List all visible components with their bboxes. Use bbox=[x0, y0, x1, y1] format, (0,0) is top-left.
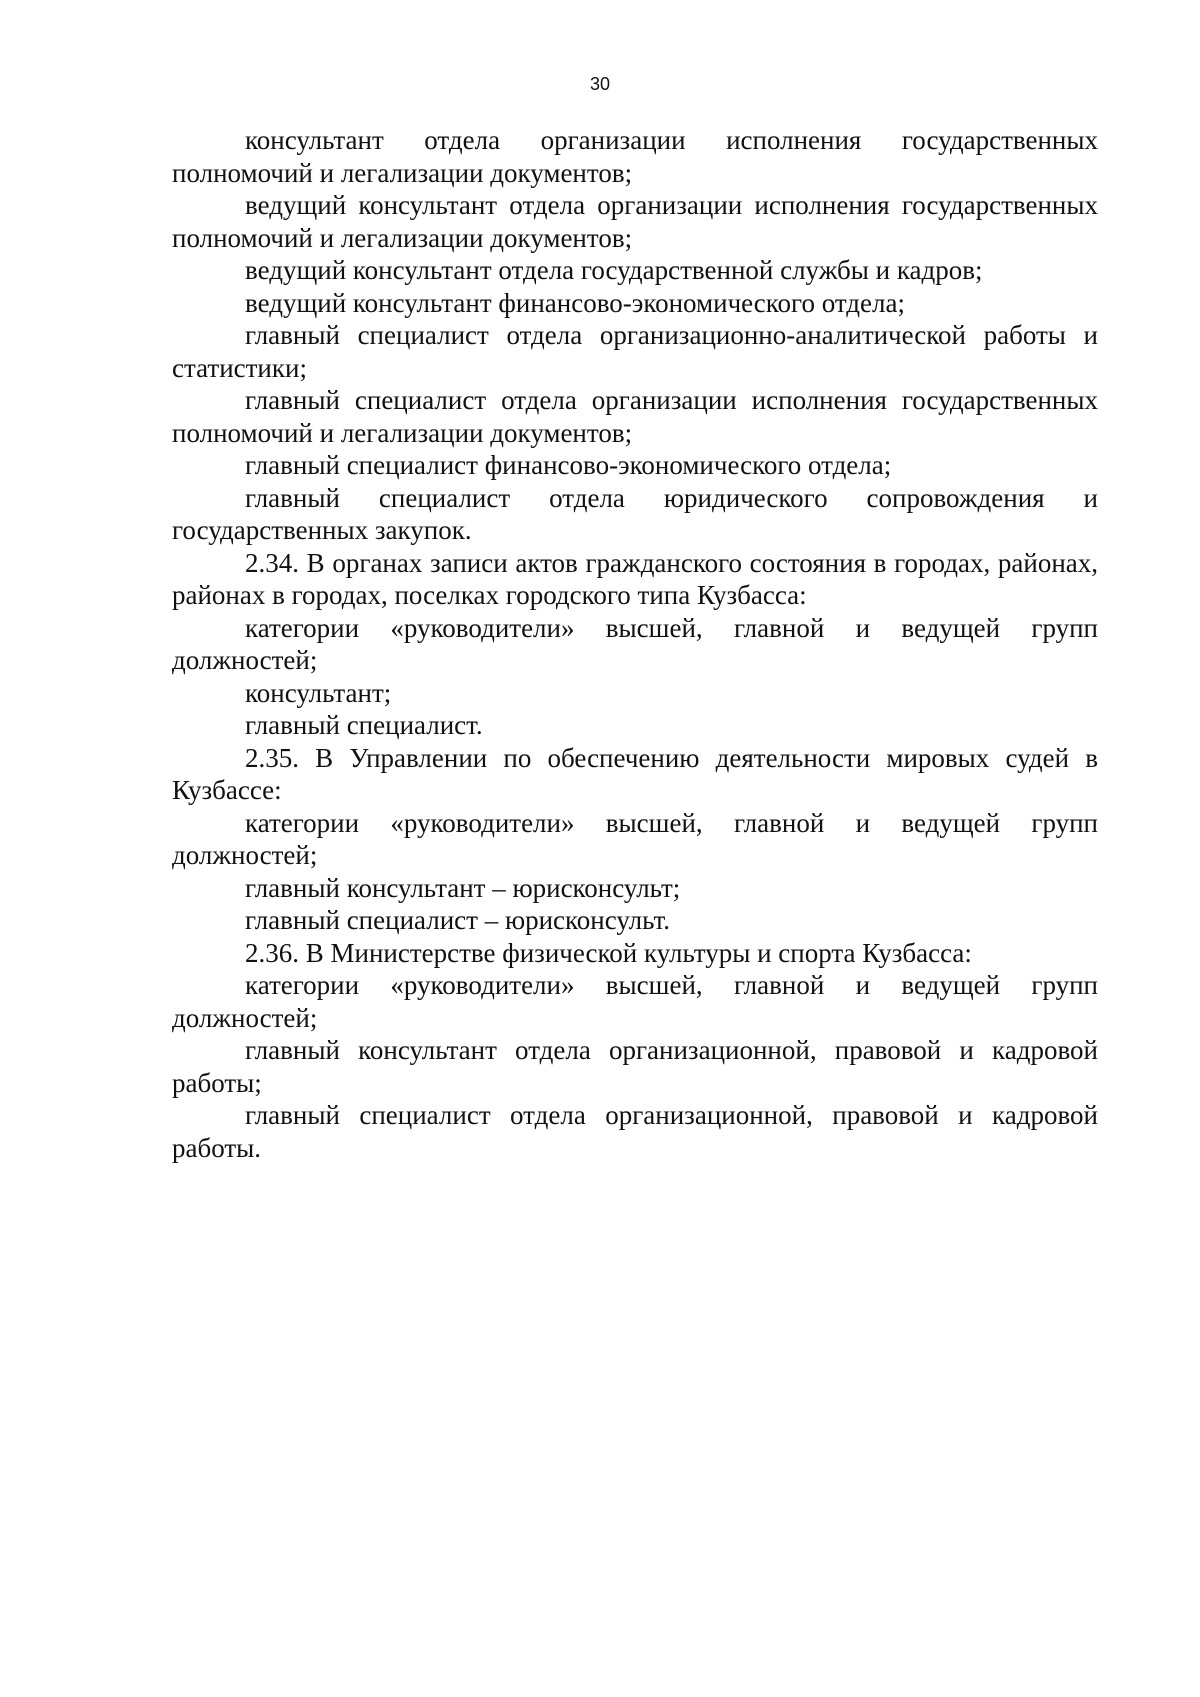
paragraph: главный специалист отдела организации исполнения государственных полномочий и легализации документов; bbox=[172, 385, 1098, 448]
paragraph: главный специалист отдела организационной, правовой и кадровой работы. bbox=[172, 1100, 1098, 1163]
document-body bbox=[172, 124, 1098, 1164]
paragraph: ведущий консультант финансово-экономического отдела; bbox=[245, 287, 905, 318]
section-heading-2-35: 2.35. В Управлении по обеспечению деятельности мировых судей в Кузбассе: bbox=[172, 742, 1098, 805]
paragraph: главный консультант отдела организационной, правовой и кадровой работы; bbox=[172, 1035, 1098, 1098]
paragraph: категории «руководители» высшей, главной и ведущей групп должностей; bbox=[172, 807, 1098, 870]
paragraph: главный специалист отдела юридического сопровождения и государственных закупок. bbox=[172, 482, 1098, 545]
paragraph: консультант отдела организации исполнения государственных полномочий и легализации документов; bbox=[172, 125, 1098, 188]
paragraph: ведущий консультант отдела государственной службы и кадров; bbox=[245, 255, 983, 285]
paragraph: главный специалист. bbox=[245, 710, 483, 740]
section-heading-2-36: 2.36. В Министерстве физической культуры и спорта Кузбасса: bbox=[245, 937, 972, 968]
paragraph: главный специалист – юрисконсульт. bbox=[245, 905, 670, 935]
paragraph: главный консультант – юрисконсульт; bbox=[245, 872, 681, 903]
section-heading-2-34: 2.34. В органах записи актов гражданского состояния в городах, районах, районах в городах, поселках городского типа Кузбасса: bbox=[172, 547, 1098, 610]
paragraph: ведущий консультант отдела организации исполнения государственных полномочий и легализации документов; bbox=[172, 190, 1098, 253]
paragraph: главный специалист отдела организационно-аналитической работы и статистики; bbox=[172, 320, 1098, 383]
paragraph: категории «руководители» высшей, главной и ведущей групп должностей; bbox=[172, 970, 1098, 1033]
paragraph: консультант; bbox=[245, 677, 392, 708]
paragraph: главный специалист финансово-экономического отдела; bbox=[245, 450, 892, 480]
page-number: 30 bbox=[589, 74, 611, 94]
paragraph: категории «руководители» высшей, главной и ведущей групп должностей; bbox=[172, 612, 1098, 675]
